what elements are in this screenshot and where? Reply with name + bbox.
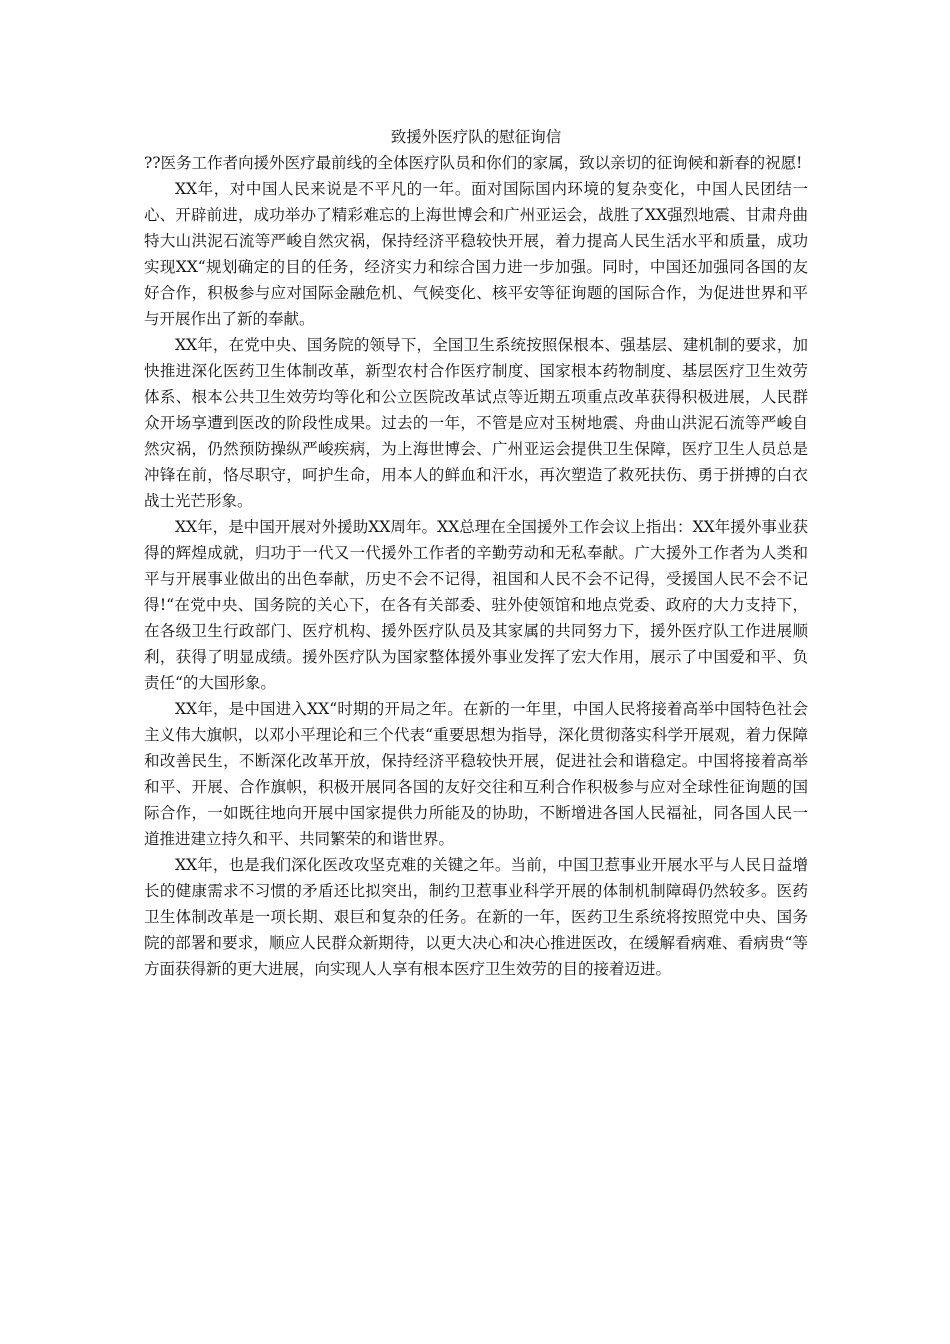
greeting-paragraph: ??医务工作者向援外医疗最前线的全体医疗队员和你们的家属，致以亲切的征询候和新春的祝愿!: [144, 154, 803, 172]
body-paragraph-4: XX年，是中国进入XX“时期的开局之年。在新的一年里，中国人民将接着高举中国特色社会主义伟大旗帜，以邓小平理论和三个代表“重要思想为指导，深化贯彻落实科学开展观，着力保障和改善民生，不断深化改革开放，保持经济平稳较快开展，促进社会和谐稳定。中国将接着高举和平、开展、合作旗帜，积极开展同各国的友好交往和互利合作积极参与应对全球性征询题的国际合作，一如既往地向开展中国家提供力所能及的协助，不断增进各国人民福祉，同各国人民一道推进建立持久和平、共同繁荣的和谐世界。: [144, 700, 808, 848]
document-title: 致援外医疗队的慰征询信: [390, 128, 562, 146]
body-paragraph-5: XX年，也是我们深化医改攻坚克难的关键之年。当前，中国卫惹事业开展水平与人民日益增长的健康需求不习惯的矛盾还比拟突出，制约卫惹事业科学开展的体制机制障碍仍然较多。医药卫生体制改革是一项长期、艰巨和复杂的任务。在新的一年，医药卫生系统将按照党中央、国务院的部署和要求，顺应人民群众新期待，以更大决心和决心推进医改，在缓解看病难、看病贵“等方面获得新的更大进展，向实现人人享有根本医疗卫生效劳的目的接着迈进。: [144, 856, 808, 978]
document-page: [144, 124, 808, 982]
body-paragraph-3: XX年，是中国开展对外援助XX周年。XX总理在全国援外工作会议上指出：XX年援外事业获得的辉煌成就，归功于一代又一代援外工作者的辛勤劳动和无私奉献。广大援外工作者为人类和平与开展事业做出的出色奉献，历史不会不记得，祖国和人民不会不记得，受援国人民不会不记得!“在党中央、国务院的关心下，在各有关部委、驻外使领馆和地点党委、政府的大力支持下，在各级卫生行政部门、医疗机构、援外医疗队员及其家属的共同努力下，援外医疗队工作进展顺利，获得了明显成绩。援外医疗队为国家整体援外事业发挥了宏大作用，展示了中国爱和平、负责任“的大国形象。: [144, 518, 808, 692]
body-paragraph-2: XX年，在党中央、国务院的领导下，全国卫生系统按照保根本、强基层、建机制的要求，加快推进深化医药卫生体制改革，新型农村合作医疗制度、国家根本药物制度、基层医疗卫生效劳体系、根本公共卫生效劳均等化和公立医院改革试点等近期五项重点改革获得积极进展，人民群众开场享遭到医改的阶段性成果。过去的一年，不管是应对玉树地震、舟曲山洪泥石流等严峻自然灾祸，仍然预防操纵严峻疾病，为上海世博会、广州亚运会提供卫生保障，医疗卫生人员总是冲锋在前，恪尽职守，呵护生命，用本人的鲜血和汗水，再次塑造了救死扶伤、勇于拼搏的白衣战士光芒形象。: [144, 336, 808, 510]
body-paragraph-1: XX年，对中国人民来说是不平凡的一年。面对国际国内环境的复杂变化，中国人民团结一心、开辟前进，成功举办了精彩难忘的上海世博会和广州亚运会，战胜了XX强烈地震、甘肃舟曲特大山洪泥石流等严峻自然灾祸，保持经济平稳较快开展，着力提高人民生活水平和质量，成功实现XX“规划确定的目的任务，经济实力和综合国力进一步加强。同时，中国还加强同各国的友好合作，积极参与应对国际金融危机、气候变化、核平安等征询题的国际合作，为促进世界和平与开展作出了新的奉献。: [144, 180, 808, 328]
